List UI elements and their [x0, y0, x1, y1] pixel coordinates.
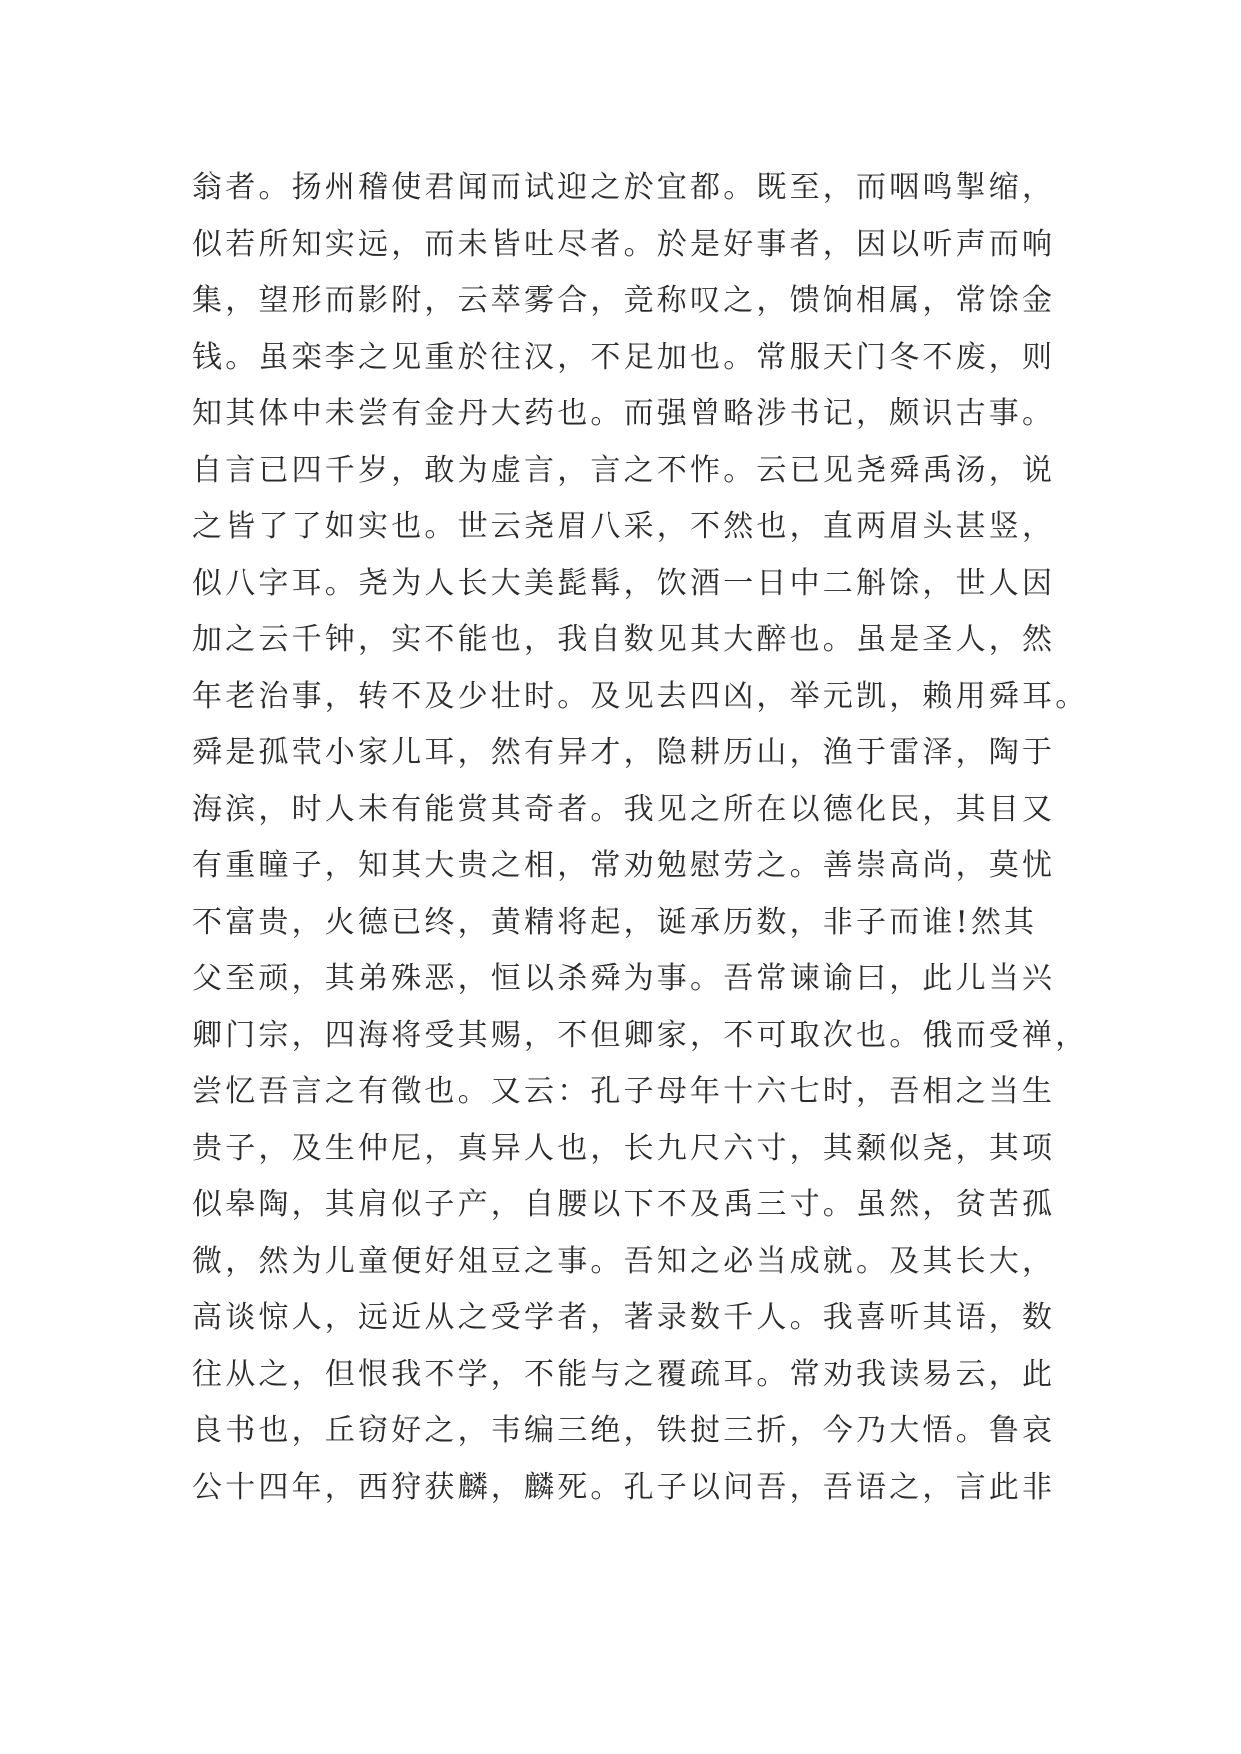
text-line: 不富贵，火德已终，黄精将起，诞承历数，非子而谁!然其 [192, 904, 1038, 940]
text-line: 有重瞳子，知其大贵之相，常劝勉慰劳之。善崇高尚，莫忧 [192, 848, 1056, 883]
text-line: 往从之，但恨我不学，不能与之覆疏耳。常劝我读易云，此 [192, 1356, 1056, 1392]
text-line: 似若所知实远，而未皆吐尽者。於是好事者，因以听声而响 [192, 226, 1056, 262]
text-line: 尝忆吾言之有徵也。又云：孔子母年十六七时，吾相之当生 [192, 1074, 1056, 1109]
text-line: 似八字耳。尧为人长大美髭髯，饮酒一日中二斛馀，世人因 [192, 565, 1056, 601]
text-line: 良书也，丘窃好之，韦编三绝，铁挝三折，今乃大悟。鲁哀 [192, 1413, 1056, 1448]
text-line: 父至顽，其弟殊恶，恒以杀舜为事。吾常谏谕曰，此儿当兴 [192, 961, 1056, 996]
text-line: 贵子，及生仲尼，真异人也，长九尺六寸，其颡似尧，其项 [192, 1130, 1056, 1166]
text-line: 钱。虽栾李之见重於往汉，不足加也。常服天门冬不废，则 [192, 339, 1056, 375]
text-line: 加之云千钟，实不能也，我自数见其大醉也。虽是圣人，然 [192, 622, 1056, 657]
text-line: 舜是孤茕小家儿耳，然有异才，隐耕历山，渔于雷泽，陶于 [192, 735, 1056, 770]
text-line: 知其体中未尝有金丹大药也。而强曾略涉书记，颇识古事。 [192, 396, 1056, 431]
text-line: 高谈惊人，远近从之受学者，著录数千人。我喜听其语，数 [192, 1300, 1056, 1335]
text-line: 似皋陶，其肩似子产，自腰以下不及禹三寸。虽然，贫苦孤 [192, 1187, 1056, 1222]
text-line: 年老治事，转不及少壮时。及见去四凶，举元凯，赖用舜耳。 [192, 678, 1089, 714]
text-line: 自言已四千岁，敢为虚言，言之不怍。云已见尧舜禹汤，说 [192, 452, 1056, 488]
text-line: 海滨，时人未有能赏其奇者。我见之所在以德化民，其目又 [192, 791, 1056, 827]
body-text [192, 160, 1089, 1516]
text-line: 公十四年，西狩获麟，麟死。孔子以问吾，吾语之，言此非 [192, 1469, 1056, 1505]
text-line: 之皆了了如实也。世云尧眉八采，不然也，直两眉头甚竖， [192, 509, 1056, 544]
text-line: 卿门宗，四海将受其赐，不但卿家，不可取次也。俄而受禅， [192, 1017, 1089, 1053]
text-line: 翁者。扬州稽使君闻而试迎之於宜都。既至，而咽鸣掣缩， [192, 170, 1056, 205]
text-line: 微，然为儿童便好俎豆之事。吾知之必当成就。及其长大， [192, 1243, 1056, 1279]
text-line: 集，望形而影附，云萃雾合，竞称叹之，馈饷相属，常馀金 [192, 283, 1056, 318]
